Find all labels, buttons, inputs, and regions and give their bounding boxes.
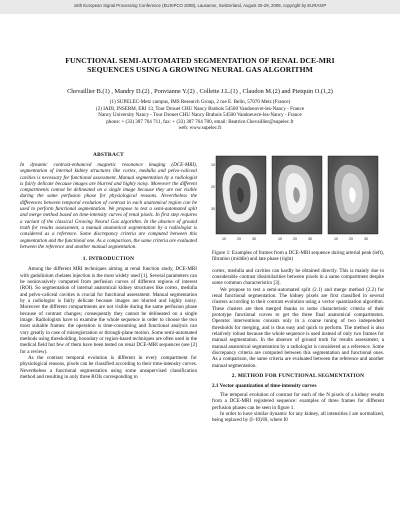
frame-late-phase <box>328 156 378 241</box>
tick-label-x: 30 <box>364 237 368 241</box>
right-paragraph-3: The temporal evolution of contrast for each of the N pixels of a kidney results from a DCE-MRI registered sequence: examples of three frames for different perfusion phases can be seen in figure 1. <box>212 392 384 411</box>
tick-label-x: 30 <box>308 237 312 241</box>
tick-label-x: 20 <box>237 237 241 241</box>
tick-label-y: 30 <box>211 207 215 211</box>
affiliation-line: Nancy University Nancy - Tour Drouet CHU Nancy Brabois 54500 Vandoeuvre-les-Nancy - France <box>98 112 302 119</box>
introduction-heading: 1. INTRODUCTION <box>82 256 135 263</box>
tick-label-x: 10 <box>334 237 338 241</box>
paper-title <box>30 56 370 74</box>
tick-label-x: 20 <box>293 237 297 241</box>
tick-label-x: 10 <box>222 237 226 241</box>
affiliation-line: (1) SUPELEC-Metz campus, IMS Research Group, 2 rue E. Belin, 57070 Metz (France) <box>109 99 291 105</box>
frame-arterial-peak <box>211 156 266 241</box>
tick-label-y: 10 <box>211 163 215 167</box>
intro-paragraph-1: Among the different MRI techniques aiming at renal function study, DCE-MRI with gadolinium chelates injection is the most widely used [1]. Several parameters can be noninvasively computed from perfusion curves of different regions of interest (ROI). So segmentation of internal anatomical kidney structures like cortex, medulla and pelvo-caliceal cavities is crucial for functional assessment. Manual segmentation by a radiologist is fairly delicate because images are blurred and highly noisy. Moreover the different compartments are not visible during the same perfusion phase because of contrast changes; consequently they cannot be delineated on a single image. Radiologists have to examine the whole sequence in order to choose the two most suitable frames: the operation is time-consuming and functional analysis can vary greatly in case of misregistration or through-plane motion. Some semi-automated methods using thresholding, boundary or region-based techniques are often used in the medical field but few of them have been tested on renal DCE-MRI sequences (see [2] for a review). <box>20 266 197 355</box>
frame-filtration <box>272 156 322 241</box>
affiliation-line: web: www.supelec.fr <box>178 125 222 132</box>
abstract-text: In dynamic contrast-enhanced magnetic resonance imaging (DCE-MRI), segmentation of internal kidney structures like cortex, medulla and pelvo-caliceal cavities is necessary for functional assessment. Manual segmentation by a radiologist is fairly delicate because images are blurred and highly noisy. Moreover the different compartments cannot be delineated on a single image because they are not visible during the same perfusion phase for physiological reasons. Nevertheless the differences between temporal evolution of contrast in each anatomical region can be used to perform functional segmentation. We propose to test a semi-automated split and merge method based on time-intensity curves of renal pixels. In first step requires a variant of the classical Growing Neural Gas algorithm. In the absence of ground truth for results assessment, a manual anatomical segmentation by a radiologist is considered as a reference. Some discrepancy criteria are computed between this segmentation and the functional one. As a comparison, the same criteria are evaluated between the reference and another manual segmentation. <box>20 162 197 250</box>
left-column <box>20 152 197 380</box>
affiliation-line: phone: + (33) 387 764 711, fax: + (33) 387 764 700, email: Beatrice.Chevaillier@supelec.fr <box>106 118 294 125</box>
right-paragraph-4: In order to have similar dynamic for any kidney, all intensities I are normalized, being replaced by (I−I0)/I0, where I0 <box>212 411 384 424</box>
affiliations <box>30 99 370 132</box>
tick-label-y: 20 <box>211 185 215 189</box>
title-line-2: SEQUENCES USING A GROWING NEURAL GAS ALGORITHM <box>87 65 313 75</box>
title-line-1: FUNCTIONAL SEMI-AUTOMATED SEGMENTATION OF RENAL DCE-MRI <box>65 56 335 65</box>
tick-label-x: 10 <box>278 237 282 241</box>
right-paragraph-2: We propose to test a semi-automated split (2.1) and merge method (2.2) for renal functional segmentation. The kidney pixels are first classified in several clusters according to their contrast evolution using a vector quantization algorithm. These clusters are then merged thanks to some characteristic criteria of their prototype functional curves to get the three final anatomical compartments. Operator interventions consists only in a coarse tuning of two independent thresholds for merging, and is thus easy and quick to perform. The method is also relatively robust because the whole sequence is used instead of only two frames for manual segmentation. In the absence of ground truth for results assessment, a manual anatomical segmentation by a radiologist is considered as a reference. Some discrepancy criteria are computed between this segmentation and functional ones. As a comparison, the same criteria are evaluated between the reference and another manual segmentation. <box>212 286 384 369</box>
tick-label-x: 20 <box>349 237 353 241</box>
figure-1-image <box>212 152 384 248</box>
authors: Chevaillier B.(1) , Mandry D.(2) , Ponvianne Y.(2) , Collette J.L.(1) , Claudon M.(2) and Pietquin O.(1,2) <box>67 88 333 95</box>
intro-paragraph-2: As the contrast temporal evolution is different in every compartment for physiological reasons, pixels can be classified according to their time-intensity curves. Nevertheless a functional segmentation using some unsupervised classification method and resulting in only three ROIs corresponding to <box>20 354 197 380</box>
tick-label-x: 30 <box>252 237 256 241</box>
figure-1 <box>212 152 384 248</box>
affiliation-line: (2) IADI, INSERM, ERI 13, Tour Drouet CHU Nancy Brabois 54500 Vandoeuvre-les-Nancy - France <box>96 105 304 112</box>
method-heading: 2. METHOD FOR FUNCTIONAL SEGMENTATION <box>231 373 365 380</box>
right-paragraph-1: cortex, medulla and cavities can hardly be obtained directly. This is mainly due to considerable contrast dissimilarities between pixels in a same compartment despite some common characteristics [3]. <box>212 267 384 287</box>
figure-caption: Figure 1: Examples of frames from a DCE-MRI sequence during arterial peak (left), filtration (middle) and late phase (right) <box>212 250 384 263</box>
conference-header: 16th European Signal Processing Conference (EUSIPCO 2008), Lausanne, Switzerland, August 25-29, 2008, copyright by EURASIP <box>73 3 327 8</box>
subsection-heading: 2.1 Vector quantization of time-intensity curves <box>212 383 317 390</box>
abstract-heading: ABSTRACT <box>93 152 124 158</box>
right-column <box>212 152 384 424</box>
